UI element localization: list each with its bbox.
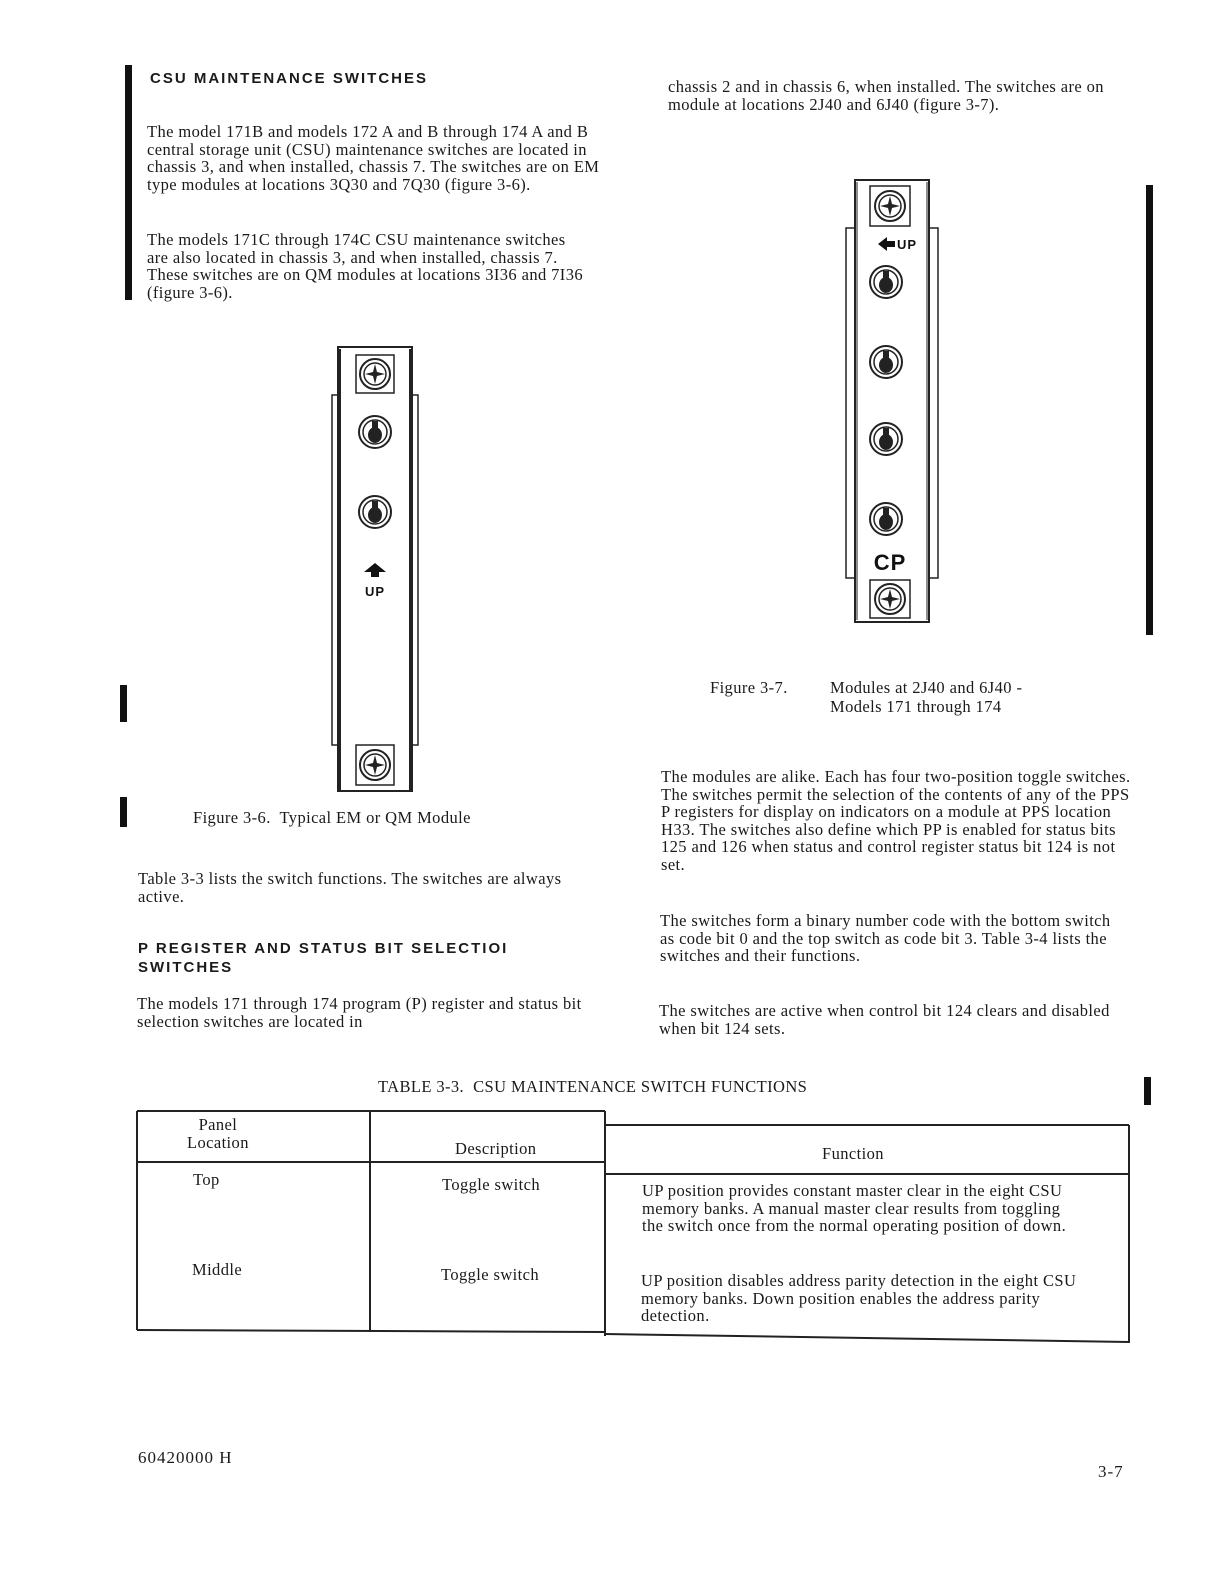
header-function: Function xyxy=(822,1144,884,1163)
heading-line: SWITCHES xyxy=(138,959,234,976)
row-top-description: Toggle switch xyxy=(442,1175,540,1194)
figure-3-7-caption-label: Figure 3-7. xyxy=(710,678,788,697)
row-top-location: Top xyxy=(193,1170,220,1189)
paragraph-binary-code: The switches form a binary number code with the bottom switch as code bit 0 and the top switch as code bit 3. Table 3-4 lists the switches and their functions. xyxy=(660,911,1111,965)
toggle-switch-icon xyxy=(359,496,391,528)
row-middle-function: UP position disables address parity detection in the eight CSU memory banks. Down position enables the address parity detection. xyxy=(641,1271,1077,1325)
toggle-switch-icon xyxy=(870,346,902,378)
row-middle-location: Middle xyxy=(192,1260,243,1279)
row-middle-description: Toggle switch xyxy=(441,1265,539,1284)
paragraph-csu-models-c: The models 171C through 174C CSU maintenance switches are also located in chassis 3, and when installed, chassis 7. These switches are on QM modules at locations 3I36 and 7I36 (figure 3-6). xyxy=(147,230,584,302)
table-3-3-title: TABLE 3-3. CSU MAINTENANCE SWITCH FUNCTIONS xyxy=(378,1077,808,1096)
toggle-switch-icon xyxy=(359,416,391,448)
toggle-switch-icon xyxy=(870,266,902,298)
section-heading-p-register xyxy=(138,939,508,977)
toggle-switch-icon xyxy=(870,503,902,535)
paragraph-switches-active: The switches are active when control bit 124 clears and disabled when bit 124 sets. xyxy=(659,1001,1110,1038)
paragraph-chassis-continued: chassis 2 and in chassis 6, when installed. The switches are on module at locations 2J40 and 6J40 (figure 3-7). xyxy=(668,77,1104,114)
change-bar xyxy=(125,65,132,300)
module-drawing xyxy=(328,345,424,795)
paragraph-modules-alike: The modules are alike. Each has four two-position toggle switches. The switches permit the selection of the contents of any of the PPS P registers for display on indicators on a module at PPS location H33. The switches also define which PP is enabled for status bits 125 and 126 when status and control register status bit 124 is not set. xyxy=(661,767,1131,874)
change-bar xyxy=(1146,185,1153,635)
figure-3-6-up-label: UP xyxy=(364,584,386,599)
figure-3-7-up-label: UP xyxy=(896,237,918,252)
module-drawing xyxy=(843,178,943,628)
heading-line: P REGISTER AND STATUS BIT SELECTIOI xyxy=(138,940,509,957)
header-description: Description xyxy=(455,1139,537,1158)
figure-3-7-caption-line2: Models 171 through 174 xyxy=(830,697,1002,716)
figure-3-6-caption: Figure 3-6. Typical EM or QM Module xyxy=(193,808,471,827)
page-number: 3-7 xyxy=(1098,1462,1124,1481)
figure-3-7-caption-line1: Modules at 2J40 and 6J40 - xyxy=(830,678,1023,697)
paragraph-p-register: The models 171 through 174 program (P) register and status bit selection switches are located in xyxy=(137,994,582,1031)
change-bar xyxy=(120,797,127,827)
figure-3-7-cp-label: CP xyxy=(873,550,907,575)
figure-3-7-module xyxy=(843,178,943,628)
row-top-function: UP position provides constant master clear in the eight CSU memory banks. A manual master clear results from toggling the switch once from the normal operating position of down. xyxy=(642,1181,1067,1235)
header-line: Location xyxy=(187,1133,249,1152)
section-heading-csu-maintenance: CSU MAINTENANCE SWITCHES xyxy=(150,70,429,87)
switch-functions-table xyxy=(135,1110,1130,1344)
header-line: Panel xyxy=(198,1115,238,1134)
header-panel-location xyxy=(187,1116,249,1152)
paragraph-table-reference: Table 3-3 lists the switch functions. The switches are always active. xyxy=(138,869,562,906)
figure-3-6-module xyxy=(328,345,424,795)
change-bar xyxy=(1144,1077,1151,1105)
paragraph-csu-models-b: The model 171B and models 172 A and B through 174 A and B central storage unit (CSU) maintenance switches are located in chassis 3, and when installed, chassis 7. The switches are on EM type modules at locations 3Q30 and 7Q30 (figure 3-6). xyxy=(147,122,600,194)
toggle-switch-icon xyxy=(870,423,902,455)
document-number: 60420000 H xyxy=(138,1448,233,1467)
figure-3-7-caption xyxy=(710,678,1022,716)
change-bar xyxy=(120,685,127,722)
